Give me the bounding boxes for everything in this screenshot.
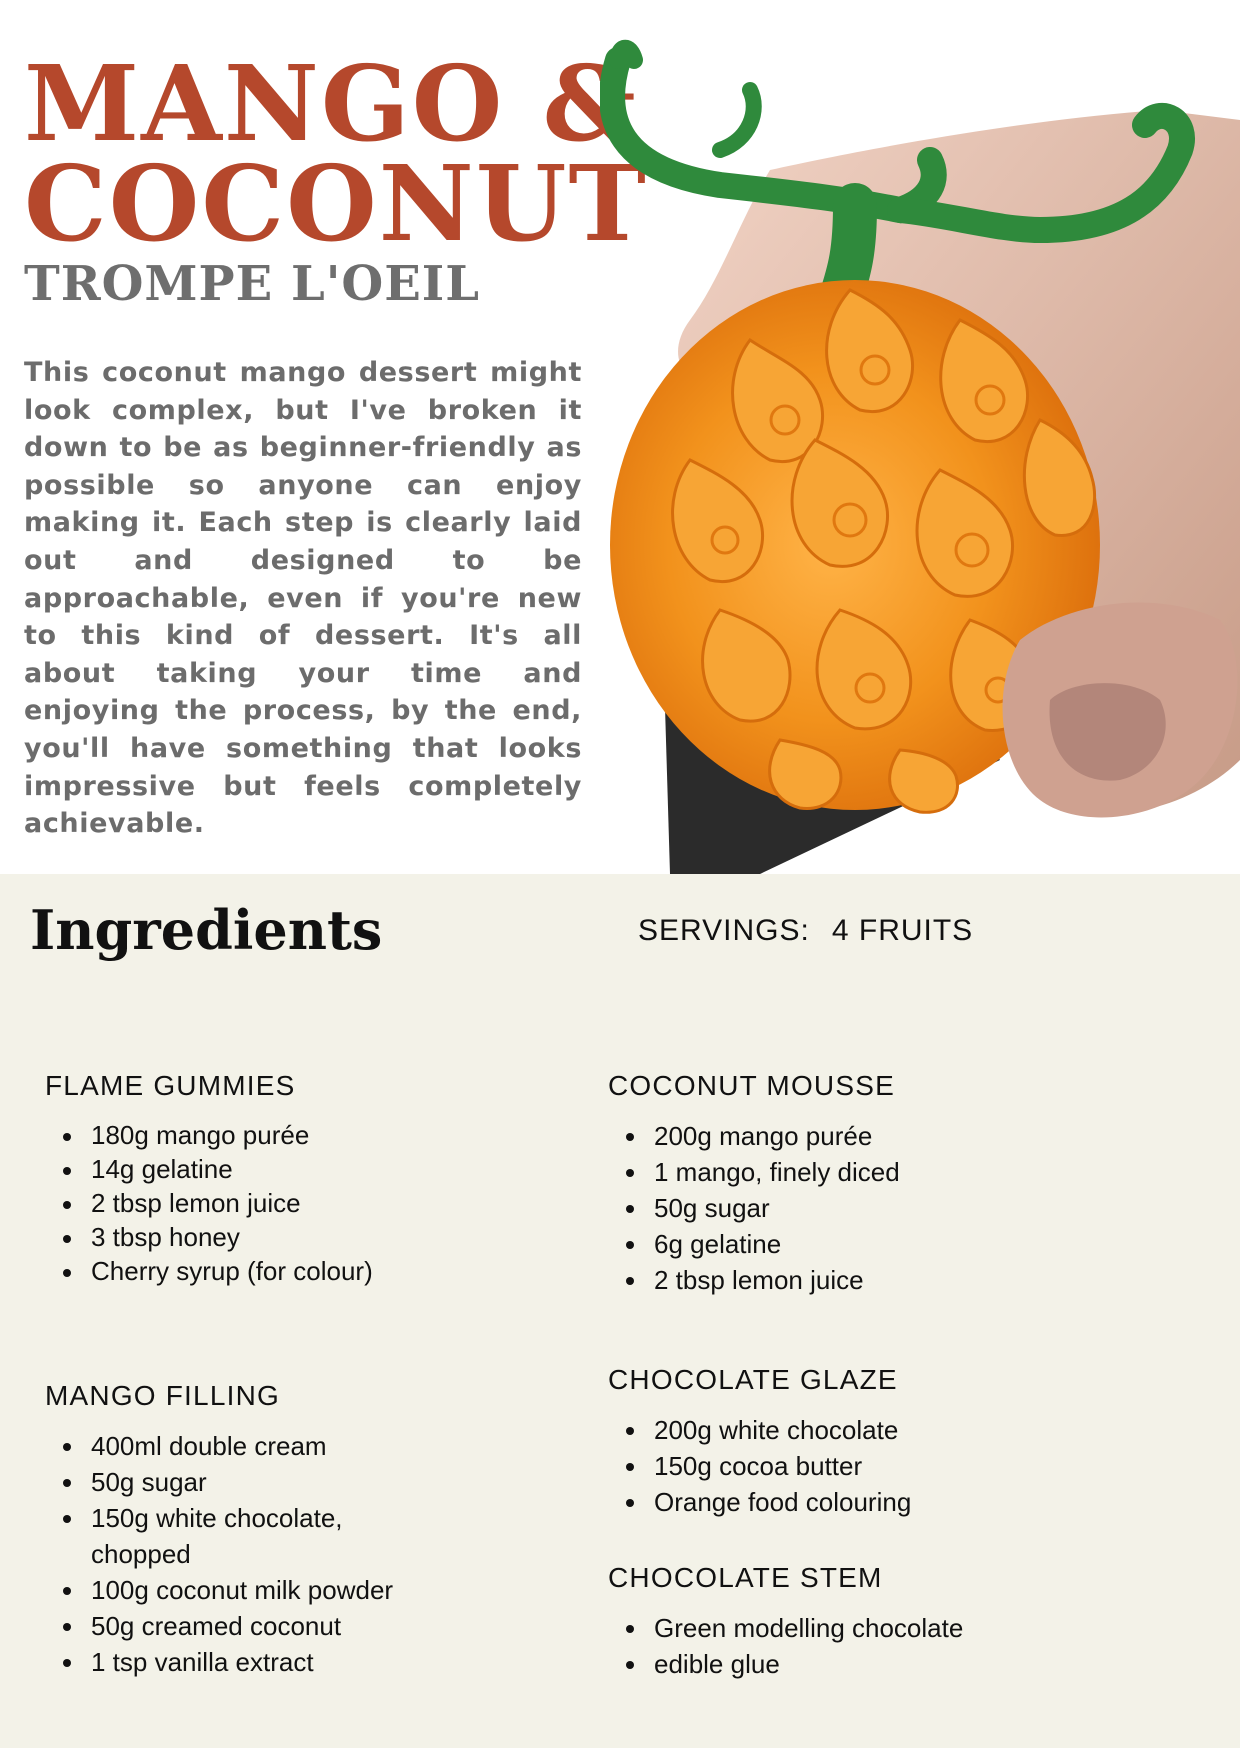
list-item: 200g mango purée: [608, 1118, 1168, 1154]
list-item: 14g gelatine: [45, 1152, 545, 1186]
servings-label: SERVINGS:: [638, 914, 810, 947]
list-item: 6g gelatine: [608, 1226, 1168, 1262]
servings-value: 4 FRUITS: [831, 914, 974, 947]
list-item: Green modelling chocolate: [608, 1610, 1168, 1646]
section-chocolate-stem: [608, 1562, 1168, 1682]
list-item: 50g creamed coconut: [45, 1608, 445, 1644]
section-flame-gummies: [45, 1070, 545, 1288]
list-item: 150g white chocolate, chopped: [45, 1500, 445, 1572]
title-line-1: MANGO &: [24, 42, 639, 165]
ingredient-list: [45, 1428, 445, 1680]
title-line-2: COCONUT: [24, 142, 648, 265]
list-item: 2 tbsp lemon juice: [608, 1262, 1168, 1298]
section-title: CHOCOLATE GLAZE: [608, 1364, 898, 1395]
list-item: 1 tsp vanilla extract: [45, 1644, 445, 1680]
section-title: COCONUT MOUSSE: [608, 1070, 895, 1101]
list-item: edible glue: [608, 1646, 1168, 1682]
section-chocolate-glaze: [608, 1364, 1168, 1520]
section-title: FLAME GUMMIES: [45, 1070, 296, 1101]
ingredient-list: [608, 1610, 1168, 1682]
dessert-photo: [600, 0, 1240, 874]
list-item: 180g mango purée: [45, 1118, 545, 1152]
list-item: Orange food colouring: [608, 1484, 1168, 1520]
list-item: 3 tbsp honey: [45, 1220, 545, 1254]
subtitle: TROMPE L'OEIL: [24, 256, 480, 312]
ingredient-list: [608, 1412, 1168, 1520]
list-item: Cherry syrup (for colour): [45, 1254, 545, 1288]
ingredient-list: [608, 1118, 1168, 1298]
list-item: 200g white chocolate: [608, 1412, 1168, 1448]
section-coconut-mousse: [608, 1070, 1168, 1298]
list-item: 100g coconut milk powder: [45, 1572, 445, 1608]
ingredients-panel: [0, 874, 1240, 1748]
list-item: 400ml double cream: [45, 1428, 445, 1464]
servings: [638, 914, 973, 948]
list-item: 1 mango, finely diced: [608, 1154, 1168, 1190]
ingredients-heading: Ingredients: [30, 898, 383, 962]
list-item: 2 tbsp lemon juice: [45, 1186, 545, 1220]
list-item: 50g sugar: [45, 1464, 445, 1500]
list-item: 50g sugar: [608, 1190, 1168, 1226]
intro-paragraph: This coconut mango dessert might look complex, but I've broken it down to be as beginner-friendly as possible so anyone can enjoy making it. Each step is clearly laid out and designed to be approachable, even if you're new to this kind of dessert. It's all about taking your time and enjoying the process, by the end, you'll have something that looks impressive but feels completely achievable.: [24, 357, 582, 840]
section-title: MANGO FILLING: [45, 1380, 280, 1411]
ingredient-list: [45, 1118, 545, 1288]
section-title: CHOCOLATE STEM: [608, 1562, 883, 1593]
section-mango-filling: [45, 1380, 445, 1680]
list-item: 150g cocoa butter: [608, 1448, 1168, 1484]
